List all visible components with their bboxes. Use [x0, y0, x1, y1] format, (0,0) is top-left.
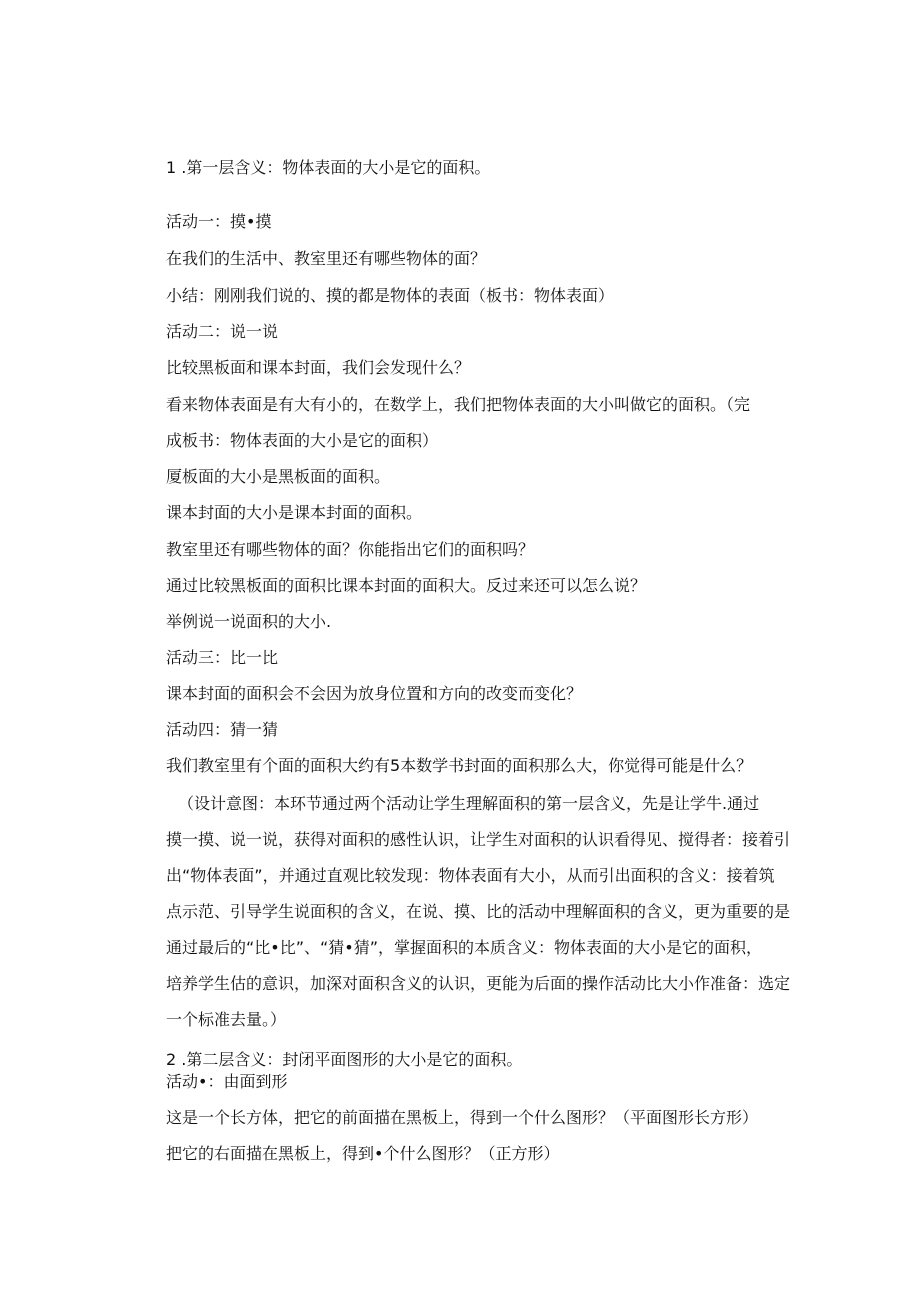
design-intent-line-4: 点示范、引导学生说面积的含义，在说、摸、比的活动中理解面积的含义，更为重要的是	[166, 902, 791, 921]
design-intent-line-7: 一个标准去量。）	[166, 1010, 287, 1029]
activity-3-title: 活动三：比一比	[166, 648, 279, 667]
activity-2-paragraph-line-1: 看来物体表面是有大有小的，在数学上，我们把物体表面的大小叫做它的面积。（完	[166, 395, 751, 414]
design-intent-line-1: （设计意图：本环节通过两个活动让学生理解面积的第一层含义，先是让学牛.通过	[178, 794, 760, 813]
activity-5-paragraph-1: 这是一个长方体，把它的前面描在黑板上，得到一个什么图形？（平面图形长方形）	[166, 1108, 759, 1127]
section-1-heading: 1 .第一层含义：物体表面的大小是它的面积。	[166, 158, 491, 177]
activity-2-paragraph-line-2: 成板书：物体表面的大小是它的面积）	[166, 431, 439, 450]
activity-2-statement-2: 课本封面的大小是课本封面的面积。	[166, 503, 423, 522]
design-intent-line-6: 培养学生估的意识，加深对面积含义的认识，更能为后面的操作活动比大小作准备：选定	[166, 974, 791, 993]
activity-1-summary: 小结：刚刚我们说的、摸的都是物体的表面（板书：物体表面）	[166, 286, 615, 305]
activity-1-question: 在我们的生活中、教室里还有哪些物体的面？	[166, 249, 487, 268]
design-intent-line-5: 通过最后的“比•比”、“猜•猜”，掌握面积的本质含义：物体表面的大小是它的面积，	[166, 938, 763, 957]
section-2-heading: 2 .第二层含义：封闭平面图形的大小是它的面积。	[166, 1050, 523, 1069]
activity-2-question: 比较黑板面和课本封面，我们会发现什么？	[166, 358, 471, 377]
activity-4-title: 活动四：猜一猜	[166, 720, 279, 739]
activity-4-question: 我们教室里有个面的面积大约有5本数学书封面的面积那么大，你觉得可能是什么？	[166, 756, 753, 775]
design-intent-line-2: 摸一摸、说一说，获得对面积的感性认识，让学生对面积的认识看得见、搅得者：接着引	[166, 830, 791, 849]
activity-3-question: 课本封面的面积会不会因为放身位置和方向的改变而变化？	[166, 684, 583, 703]
activity-2-statement-4: 通过比较黑板面的面积比课本封面的面积大。反过来还可以怎么说？	[166, 576, 647, 595]
activity-1-title: 活动一：摸•摸	[166, 212, 272, 231]
activity-5-paragraph-2: 把它的右面描在黑板上，得到•个什么图形？（正方形）	[166, 1144, 560, 1163]
activity-2-title: 活动二：说一说	[166, 322, 279, 341]
activity-2-statement-5: 举例说一说面积的大小.	[166, 612, 332, 631]
activity-2-statement-3: 教室里还有哪些物体的面？你能指出它们的面积吗？	[166, 540, 535, 559]
activity-5-title: 活动•：由面到形	[166, 1072, 288, 1091]
design-intent-line-3: 出“物体表面”，并通过直观比较发现：物体表面有大小，从而引出面积的含义：接着筑	[166, 866, 775, 885]
activity-2-statement-1: 厦板面的大小是黑板面的面积。	[166, 467, 391, 486]
